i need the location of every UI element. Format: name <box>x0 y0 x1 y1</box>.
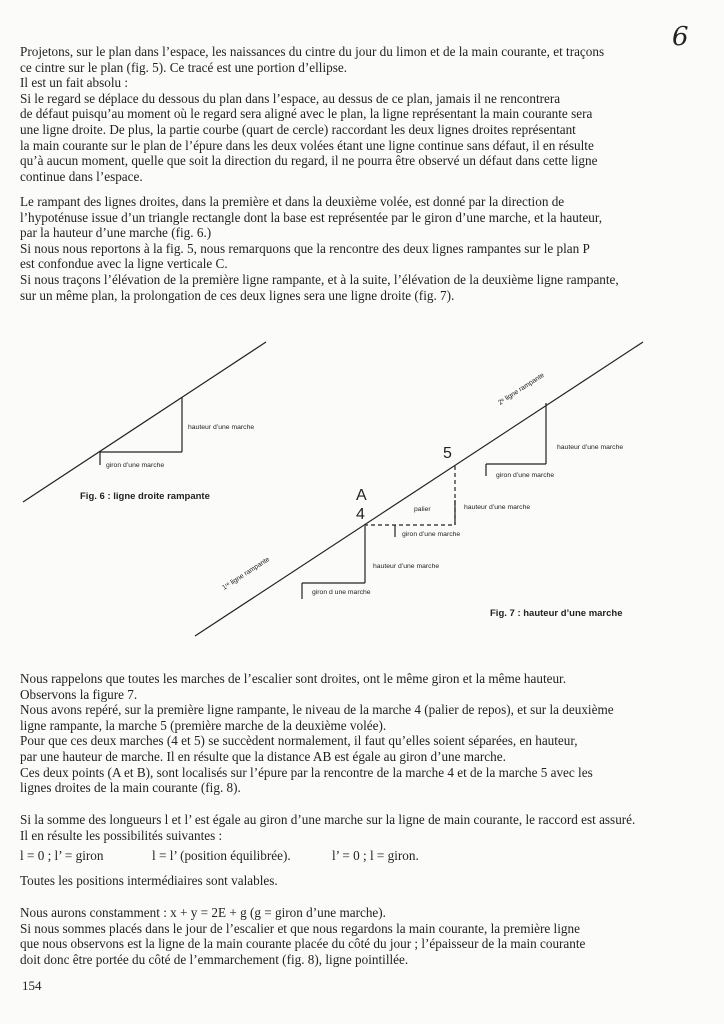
block3-line: lignes droites de la main courante (fig. 8). <box>20 780 241 796</box>
formula-case-a: l = 0 ; l’ = giron <box>20 848 104 863</box>
fig7-rampante1-label: 1ʳᵉ ligne rampante <box>221 555 272 592</box>
paragraph-block-6 <box>20 905 648 967</box>
block6-line: doit donc être portée du côté de l’emmarchement (fig. 8), ligne pointillée. <box>20 951 409 967</box>
fig7-caption: Fig. 7 : hauteur d’une marche <box>490 608 623 619</box>
fig7-hauteur-low-label: hauteur d’une marche <box>373 563 440 570</box>
block2-line: Si nous nous reportons à la fig. 5, nous remarquons que la rencontre des deux lignes rampantes sur le plan P <box>20 240 590 256</box>
block3-line: Nous avons repéré, sur la première ligne rampante, le niveau de la marche 4 (palier de repos), et sur la deuxième <box>20 702 614 718</box>
paragraph-block-5: Toutes les positions intermédiaires sont valables. <box>20 873 278 888</box>
fig7-rampante2-label: 2ᵉ ligne rampante <box>497 371 546 407</box>
fig6-caption: Fig. 6 : ligne droite rampante <box>80 491 210 502</box>
block3-line: Pour que ces deux marches (4 et 5) se succèdent normalement, il faut qu’elles soient séparées, en hauteur, <box>20 733 578 749</box>
block3-line: ligne rampante, la marche 5 (première marche de la deuxième volée). <box>20 717 387 733</box>
fig7-point-5: 5 <box>443 445 452 462</box>
block4-line: Il en résulte les possibilités suivantes : <box>20 827 223 843</box>
figures-6-and-7 <box>0 325 724 665</box>
formula-case-b: l = l’ (position équilibrée). <box>152 848 291 863</box>
paragraph-block-4 <box>20 812 648 843</box>
fig6-rampant-line <box>23 342 266 502</box>
block1-line: Si le regard se déplace du dessous du plan dans l’espace, au dessus de ce plan, jamais il ne rencontrera <box>20 90 561 106</box>
block3-line: Ces deux points (A et B), sont localisés sur l’épure par la rencontre de la marche 4 et de la marche 5 avec les <box>20 764 593 780</box>
block2-line: par la hauteur d’une marche (fig. 6.) <box>20 225 212 241</box>
block3-line: Nous rappelons que toutes les marches de l’escalier sont droites, ont le même giron et la même hauteur. <box>20 671 567 686</box>
block1-line: qu’à aucun moment, quelle que soit la direction du regard, il ne pourra être observé un défaut dans cette ligne <box>20 153 598 169</box>
block1-line: Projetons, sur le plan dans l’espace, les naissances du cintre du jour du limon et de la main courante, et traçons <box>20 44 605 59</box>
fig7-point-a: A <box>356 487 367 504</box>
formula-case-c: l’ = 0 ; l = giron. <box>332 848 419 863</box>
block4-line: Si la somme des longueurs l et l’ est égale au giron d’une marche sur la ligne de main courante, le raccord est assuré. <box>20 812 636 827</box>
block6-line: que nous observons est la ligne de la main courante placée du côté du jour ; l’épaisseur de la main courante <box>20 936 586 952</box>
block1-line: de défaut puisqu’au moment où le regard sera aligné avec le plan, la ligne représentant la main courante sera <box>20 106 593 122</box>
fig7-point-4: 4 <box>356 506 365 523</box>
block1-line: une ligne droite. De plus, la partie courbe (quart de cercle) raccordant les deux lignes droites représentant <box>20 121 576 137</box>
fig7-giron-low-label: giron d une marche <box>312 589 371 596</box>
block6-line: Si nous sommes placés dans le jour de l’escalier et que nous regardons la main courante, la première ligne <box>20 920 580 936</box>
fig7-hauteur-mid-label: hauteur d’une marche <box>464 504 531 511</box>
block2-line: est confondue avec la ligne verticale C. <box>20 256 228 272</box>
fig7-hauteur-top-label: hauteur d’une marche <box>557 444 624 451</box>
block1-line: ce cintre sur le plan (fig. 5). Ce tracé est une portion d’ellipse. <box>20 59 348 75</box>
block2-line: Si nous traçons l’élévation de la première ligne rampante, et à la suite, l’élévation de la deuxième ligne rampante, <box>20 271 619 287</box>
fig7-giron-mid-label: giron d’une marche <box>402 531 461 538</box>
block3-line: Observons la figure 7. <box>20 686 138 702</box>
block6-line: Nous aurons constamment : x + y = 2E + g (g = giron d’une marche). <box>20 905 386 920</box>
fig6-giron-label: giron d’une marche <box>106 462 165 469</box>
paragraph-block-2 <box>20 194 648 303</box>
block1-line: Il est un fait absolu : <box>20 75 129 91</box>
block2-line: Le rampant des lignes droites, dans la première et dans la deuxième volée, est donné par la direction de <box>20 194 565 209</box>
block1-line: la main courante sur le plan de l’épure dans les deux volées étant une ligne continue sans défaut, il en résulte <box>20 137 594 153</box>
fig6-hauteur-label: hauteur d’une marche <box>188 424 255 431</box>
block2-line: l’hypoténuse issue d’un triangle rectangle dont la base est représentée par le giron d’une marche, et la hauteur, <box>20 209 603 225</box>
fig7-rampant-line <box>195 342 643 636</box>
paragraph-block-3 <box>20 671 648 796</box>
page-number: 154 <box>22 978 42 993</box>
block1-line: continue dans l’espace. <box>20 168 143 184</box>
paragraph-block-1 <box>20 44 648 184</box>
block2-line: sur un même plan, la prolongation de ces deux lignes sera une ligne droite (fig. 7). <box>20 287 455 303</box>
fig7-giron-top-label: giron d’une marche <box>496 472 555 479</box>
fig7-palier-label: palier <box>414 506 431 513</box>
block3-line: par une hauteur de marche. Il en résulte que la distance AB est égale au giron d’une marche. <box>20 748 506 764</box>
page-annotation-handwritten: 6 <box>672 22 689 52</box>
formula-line <box>20 848 648 864</box>
